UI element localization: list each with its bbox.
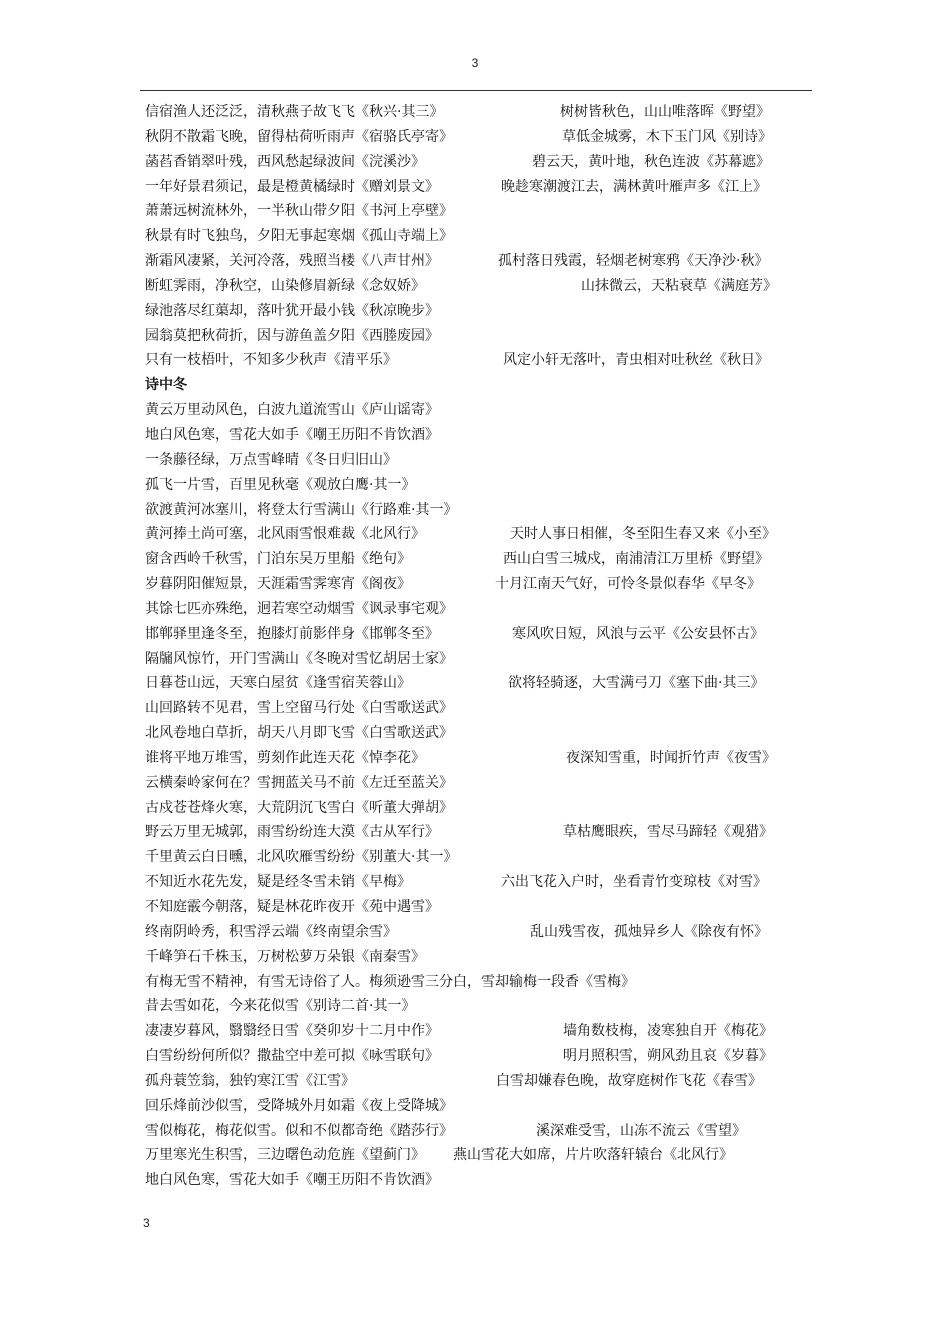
poem-line xyxy=(145,125,825,150)
poem-line xyxy=(145,100,825,125)
poem-line xyxy=(145,547,825,572)
poem-line xyxy=(145,746,825,771)
poem-line-left: 信宿渔人还泛泛，清秋燕子故飞飞《秋兴·其三》 xyxy=(145,104,444,120)
poem-line xyxy=(145,324,825,349)
poem-line-left: 断虹霁雨，净秋空，山染修眉新绿《念奴娇》 xyxy=(145,277,425,294)
poem-line-left: 云横秦岭家何在？雪拥蓝关马不前《左迁至蓝关》 xyxy=(145,774,453,791)
poem-line xyxy=(145,199,825,224)
poem-line-left: 凄凄岁暮风，翳翳经日雪《癸卯岁十二月中作》 xyxy=(145,1023,439,1040)
poem-line-left: 万里寒光生积雪，三边曙色动危旌《望蓟门》 xyxy=(145,1147,425,1164)
poem-line-right: 碧云天，黄叶地，秋色连波《苏幕遮》 xyxy=(532,153,770,170)
poem-line-right: 西山白雪三城戍，南浦清江万里桥《野望》 xyxy=(503,551,769,568)
poem-line xyxy=(145,994,825,1019)
poem-line-right: 风定小轩无落叶，青虫相对吐秋丝《秋日》 xyxy=(503,352,769,369)
poem-line xyxy=(145,696,825,721)
poem-line-right: 天时人事日相催，冬至阳生春又来《小至》 xyxy=(510,526,776,543)
poem-line xyxy=(145,1019,825,1044)
poem-line-left: 欲渡黄河冰塞川，将登太行雪满山《行路难·其一》 xyxy=(145,501,458,518)
poem-line-left: 不知庭霰今朝落，疑是林花昨夜开《苑中遇雪》 xyxy=(145,899,439,915)
poem-line-right: 明月照积雪，朔风劲且哀《岁暮》 xyxy=(563,1048,773,1065)
poem-line-right: 十月江南天气好，可怜冬景似春华《早冬》 xyxy=(495,576,761,593)
poem-line-left: 萧萧远树流林外，一半秋山带夕阳《书河上亭壁》 xyxy=(145,203,453,220)
poem-line xyxy=(145,895,825,920)
poem-line xyxy=(145,224,825,249)
page-number-footer: 3 xyxy=(143,1216,150,1230)
poem-line-left: 其馀七匹亦殊绝，迥若寒空动烟雪《讽录事宅观》 xyxy=(145,600,453,617)
poem-line-left: 渐霜风凄紧，关河冷落，残照当楼《八声甘州》 xyxy=(145,253,439,270)
poem-line-right: 六出飞花入户时，坐看青竹变琼枝《对雪》 xyxy=(501,874,767,891)
poem-line-left: 岁暮阴阳催短景，天涯霜雪霁寒宵《阁夜》 xyxy=(145,576,411,593)
poem-line xyxy=(145,970,825,995)
poem-line-left: 谁将平地万堆雪，剪刻作此连天花《悼李花》 xyxy=(145,749,425,766)
poem-line-left: 诗中冬 xyxy=(145,377,187,394)
poem-line-right: 溪深难受雪，山冻不流云《雪望》 xyxy=(536,1122,746,1139)
poem-line xyxy=(145,299,825,324)
poem-line xyxy=(145,522,825,547)
poem-line-left: 有梅无雪不精神，有雪无诗俗了人。梅须逊雪三分白，雪却输梅一段香《雪梅》 xyxy=(145,973,635,990)
poem-line xyxy=(145,150,825,175)
poem-line-right: 白雪却嫌春色晚，故穿庭树作飞花《春雪》 xyxy=(496,1072,762,1089)
poem-line-right: 树树皆秋色，山山唯落晖《野望》 xyxy=(560,104,770,120)
poem-line xyxy=(145,1069,825,1094)
poem-line-left: 一条藤径绿，万点雪峰晴《冬日归旧山》 xyxy=(145,451,397,468)
poem-line-left: 千里黄云白日曛，北风吹雁雪纷纷《别董大·其一》 xyxy=(145,849,458,866)
poem-line-left: 窗含西岭千秋雪，门泊东吴万里船《绝句》 xyxy=(145,551,411,568)
poem-line xyxy=(145,945,825,970)
poem-line xyxy=(145,870,825,895)
poem-line xyxy=(145,1168,825,1193)
poem-line-left: 一年好景君须记，最是橙黄橘绿时《赠刘景文》 xyxy=(145,178,439,195)
poem-line-right: 欲将轻骑逐，大雪满弓刀《塞下曲·其三》 xyxy=(508,675,765,692)
poem-line-left: 白雪纷纷何所似？撒盐空中差可拟《咏雪联句》 xyxy=(145,1048,439,1065)
poem-line-left: 秋景有时飞独鸟，夕阳无事起寒烟《孤山寺端上》 xyxy=(145,228,453,245)
page-number-header: 3 xyxy=(471,56,479,70)
poem-line-right: 夜深知雪重，时闻折竹声《夜雪》 xyxy=(566,749,776,766)
poem-line xyxy=(145,1119,825,1144)
poem-line-right: 孤村落日残霞，轻烟老树寒鸦《天净沙·秋》 xyxy=(498,253,769,270)
poem-line xyxy=(145,1094,825,1119)
poem-line-left: 邯郸驿里逢冬至，抱膝灯前影伴身《邯郸冬至》 xyxy=(145,625,439,642)
poem-line-left: 隔牖风惊竹，开门雪满山《冬晚对雪忆胡居士家》 xyxy=(145,650,453,667)
poem-line-left: 黄云万里动风色，白波九道流雪山《庐山谣寄》 xyxy=(145,402,439,419)
poem-line xyxy=(145,473,825,498)
poem-line-left: 地白风色寒，雪花大如手《嘲王历阳不肯饮酒》 xyxy=(145,1172,439,1189)
poem-line-left: 昔去雪如花，今来花似雪《别诗二首·其一》 xyxy=(145,998,416,1015)
poem-line xyxy=(145,398,825,423)
poem-line xyxy=(145,348,825,373)
poem-line-right: 寒风吹日短，风浪与云平《公安县怀古》 xyxy=(512,625,764,642)
poem-line xyxy=(145,920,825,945)
poem-line-left: 不知近水花先发，疑是经冬雪未销《早梅》 xyxy=(145,874,411,891)
poem-line xyxy=(145,671,825,696)
poem-line-left: 山回路转不见君，雪上空留马行处《白雪歌送武》 xyxy=(145,700,453,717)
poem-list xyxy=(145,100,825,1193)
poem-line-right: 乱山残雪夜，孤烛异乡人《除夜有怀》 xyxy=(530,923,768,940)
poem-line-right: 山抹微云，天粘衰草《满庭芳》 xyxy=(581,277,777,294)
poem-line-right: 墙角数枝梅，凌寒独自开《梅花》 xyxy=(563,1023,773,1040)
poem-line-left: 野云万里无城郭，雨雪纷纷连大漠《古从军行》 xyxy=(145,824,439,841)
poem-line-right: 晚趁寒潮渡江去，满林黄叶雁声多《江上》 xyxy=(501,178,767,195)
poem-line xyxy=(145,423,825,448)
header-rule xyxy=(140,90,812,91)
poem-line xyxy=(145,572,825,597)
poem-line xyxy=(145,622,825,647)
poem-line xyxy=(145,771,825,796)
poem-line-left: 地白风色寒，雪花大如手《嘲王历阳不肯饮酒》 xyxy=(145,426,439,443)
poem-line-left: 孤飞一片雪，百里见秋毫《观放白鹰·其一》 xyxy=(145,476,416,493)
poem-line xyxy=(145,498,825,523)
poem-line-left: 古戍苍苍烽火寒，大荒阴沉飞雪白《听董大弹胡》 xyxy=(145,799,453,816)
poem-line-left: 日暮苍山远，天寒白屋贫《逢雪宿芙蓉山》 xyxy=(145,675,411,692)
poem-line xyxy=(145,796,825,821)
poem-line xyxy=(145,274,825,299)
poem-line-right: 燕山雪花大如席，片片吹落轩辕台《北风行》 xyxy=(453,1147,733,1164)
poem-line-left: 绿池落尽红蕖却，落叶犹开最小钱《秋凉晚步》 xyxy=(145,302,439,319)
poem-line-left: 终南阴岭秀，积雪浮云端《终南望余雪》 xyxy=(145,923,397,940)
poem-line-left: 只有一枝梧叶，不知多少秋声《清平乐》 xyxy=(145,352,397,369)
poem-line xyxy=(145,448,825,473)
poem-line-left: 孤舟蓑笠翁，独钓寒江雪《江雪》 xyxy=(145,1072,355,1089)
poem-line-left: 菡萏香销翠叶残，西风愁起绿波间《浣溪沙》 xyxy=(145,153,425,170)
poem-line xyxy=(145,1143,825,1168)
poem-line-right: 草枯鹰眼疾，雪尽马蹄轻《观猎》 xyxy=(563,824,773,841)
poem-line-left: 千峰笋石千株玉，万树松萝万朵银《南秦雪》 xyxy=(145,948,425,965)
poem-line xyxy=(145,249,825,274)
poem-line xyxy=(145,175,825,200)
poem-line xyxy=(145,647,825,672)
section-heading xyxy=(145,373,825,398)
poem-line xyxy=(145,820,825,845)
poem-line-left: 回乐烽前沙似雪，受降城外月如霜《夜上受降城》 xyxy=(145,1097,453,1114)
poem-line-right: 草低金城雾，木下玉门风《别诗》 xyxy=(562,128,772,145)
poem-line xyxy=(145,597,825,622)
poem-line xyxy=(145,845,825,870)
poem-line-left: 秋阴不散霜飞晚，留得枯荷听雨声《宿骆氏亭寄》 xyxy=(145,128,453,145)
poem-line-left: 园翁莫把秋荷折，因与游鱼盖夕阳《西塍废园》 xyxy=(145,327,439,344)
poem-line xyxy=(145,721,825,746)
poem-line-left: 北风卷地白草折，胡天八月即飞雪《白雪歌送武》 xyxy=(145,725,453,742)
poem-line-left: 黄河捧土尚可塞，北风雨雪恨难裁《北风行》 xyxy=(145,526,425,543)
poem-line-left: 雪似梅花，梅花似雪。似和不似都奇绝《踏莎行》 xyxy=(145,1122,453,1139)
poem-line xyxy=(145,1044,825,1069)
